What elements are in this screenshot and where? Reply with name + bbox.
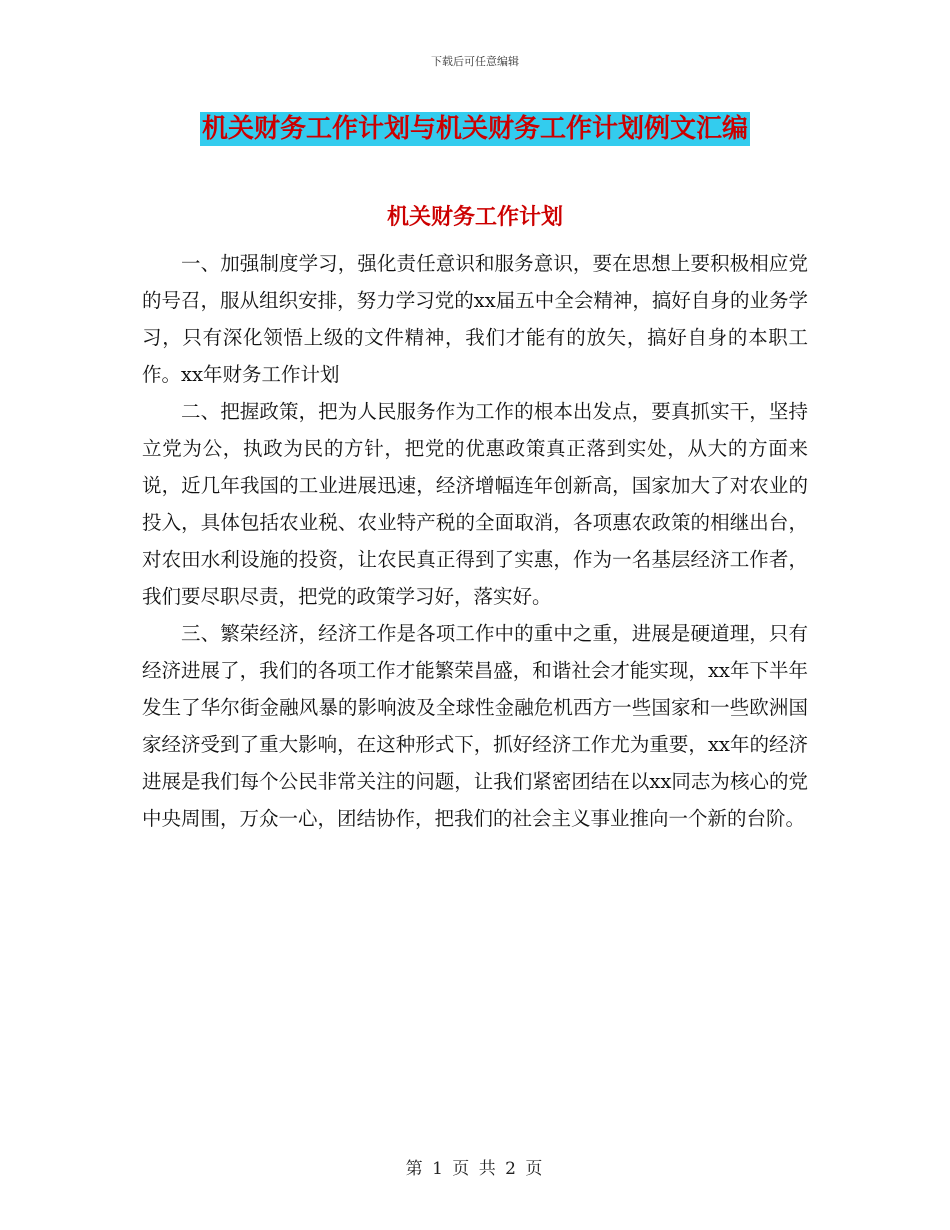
page-number-footer: 第 1 页 共 2 页	[405, 1159, 545, 1179]
paragraph-2: 二、把握政策，把为人民服务作为工作的根本出发点，要真抓实干，坚持立党为公，执政为民的方针，把党的优惠政策真正落到实处，从大的方面来说，近几年我国的工业进展迅速，经济增幅连年创新高，国家加大了对农业的投入，具体包括农业税、农业特产税的全面取消，各项惠农政策的相继出台，对农田水利设施的投资，让农民真正得到了实惠，作为一名基层经济工作者，我们要尽职尽责，把党的政策学习好，落实好。	[142, 400, 808, 608]
section-title: 机关财务工作计划	[386, 204, 563, 230]
paragraph-3: 三、繁荣经济，经济工作是各项工作中的重中之重，进展是硬道理，只有经济进展了，我们的各项工作才能繁荣昌盛，和谐社会才能实现，xx年下半年发生了华尔街金融风暴的影响波及全球性金融危机西方一些国家和一些欧洲国家经济受到了重大影响，在这种形式下，抓好经济工作尤为重要，xx年的经济进展是我们每个公民非常关注的问题，让我们紧密团结在以xx同志为核心的党中央周围，万众一心，团结协作，把我们的社会主义事业推向一个新的台阶。	[142, 622, 808, 830]
main-title: 机关财务工作计划与机关财务工作计划例文汇编	[201, 114, 748, 144]
header-note: 下载后可任意编辑	[431, 55, 519, 68]
paragraph-1: 一、加强制度学习，强化责任意识和服务意识，要在思想上要积极相应党的号召，服从组织安排，努力学习党的xx届五中全会精神，搞好自身的业务学习，只有深化领悟上级的文件精神，我们才能有的放矢，搞好自身的本职工作。xx年财务工作计划	[142, 252, 808, 386]
document-body	[142, 245, 808, 837]
main-title-container	[0, 112, 950, 146]
